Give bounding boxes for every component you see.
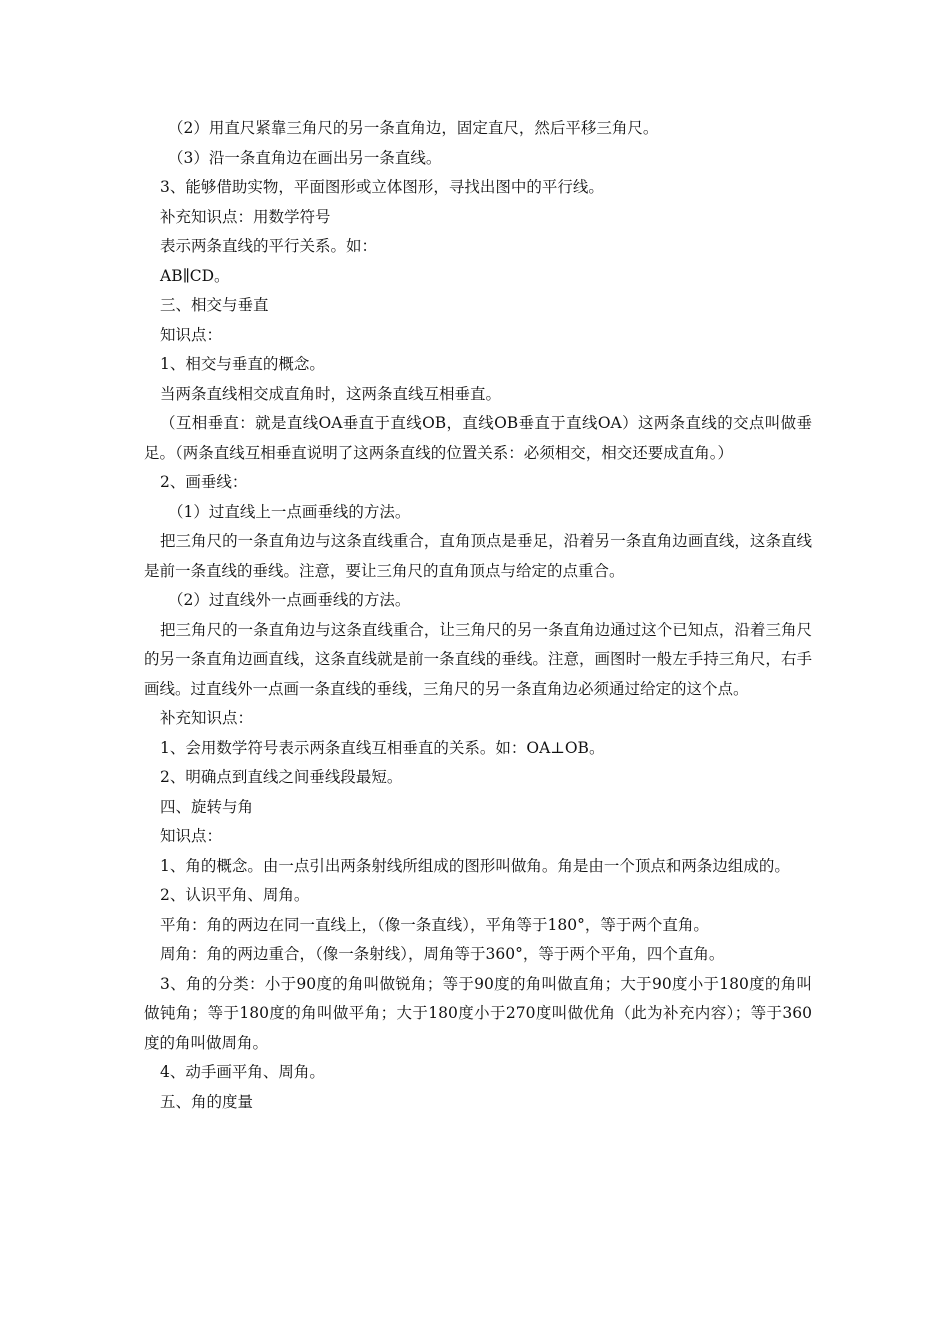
text-line: 当两条直线相交成直角时，这两条直线互相垂直。 — [160, 384, 502, 403]
section-heading: 四、旋转与角 — [160, 797, 254, 816]
text-line: 1、相交与垂直的概念。 — [160, 355, 325, 373]
text-line: 补充知识点：用数学符号 — [160, 207, 331, 226]
text-line: 知识点： — [160, 325, 223, 344]
text-line: （1）过直线上一点画垂线的方法。 — [168, 502, 411, 521]
text-line: 平角：角的两边在同一直线上，（像一条直线），平角等于180°，等于两个直角。 — [160, 915, 709, 934]
text-line: 2、画垂线： — [160, 473, 248, 491]
text-line: 2、明确点到直线之间垂线段最短。 — [160, 768, 403, 786]
paragraph: （互相垂直：就是直线OA垂直于直线OB，直线OB垂直于直线OA）这两条直线的交点叫做垂足。（两条直线互相垂直说明了这两条直线的位置关系：必须相交，相交还要成直角。） — [144, 414, 812, 462]
text-line: AB∥CD。 — [160, 266, 230, 285]
text-line: 3、能够借助实物，平面图形或立体图形，寻找出图中的平行线。 — [160, 178, 604, 196]
text-line: （3）沿一条直角边在画出另一条直线。 — [168, 148, 442, 167]
text-line: （2）过直线外一点画垂线的方法。 — [168, 591, 411, 609]
paragraph: 3、角的分类：小于90度的角叫做锐角；等于90度的角叫做直角；大于90度小于180度的角叫做钝角；等于180度的角叫做平角；大于180度小于270度叫做优角（此为补充内容）；等于360度的角叫做周角。 — [144, 974, 812, 1052]
paragraph: 把三角尺的一条直角边与这条直线重合，直角顶点是垂足，沿着另一条直角边画直线，这条直线是前一条直线的垂线。注意，要让三角尺的直角顶点与给定的点重合。 — [144, 532, 812, 580]
text-line: 1、会用数学符号表示两条直线互相垂直的关系。如：OA⊥OB。 — [160, 738, 605, 757]
section-heading: 五、角的度量 — [160, 1092, 254, 1111]
text-line: 知识点： — [160, 827, 223, 845]
text-line: 补充知识点： — [160, 709, 254, 727]
paragraph: 把三角尺的一条直角边与这条直线重合，让三角尺的另一条直角边通过这个已知点，沿着三角尺的另一条直角边画直线，这条直线就是前一条直线的垂线。注意，画图时一般左手持三角尺，右手画线。过直线外一点画一条直线的垂线，三角尺的另一条直角边必须通过给定的这个点。 — [144, 620, 812, 698]
text-line: 2、认识平角、周角。 — [160, 886, 310, 904]
text-line: 表示两条直线的平行关系。如： — [160, 237, 378, 255]
text-line: 4、动手画平角、周角。 — [160, 1063, 325, 1081]
text-line: （2）用直尺紧靠三角尺的另一条直角边，固定直尺，然后平移三角尺。 — [168, 119, 659, 137]
section-heading: 三、相交与垂直 — [160, 296, 269, 314]
paragraph: 1、角的概念。由一点引出两条射线所组成的图形叫做角。角是由一个顶点和两条边组成的。 — [160, 856, 790, 875]
document-body — [144, 114, 812, 1117]
text-line: 周角：角的两边重合，（像一条射线），周角等于360°，等于两个平角，四个直角。 — [160, 945, 725, 963]
